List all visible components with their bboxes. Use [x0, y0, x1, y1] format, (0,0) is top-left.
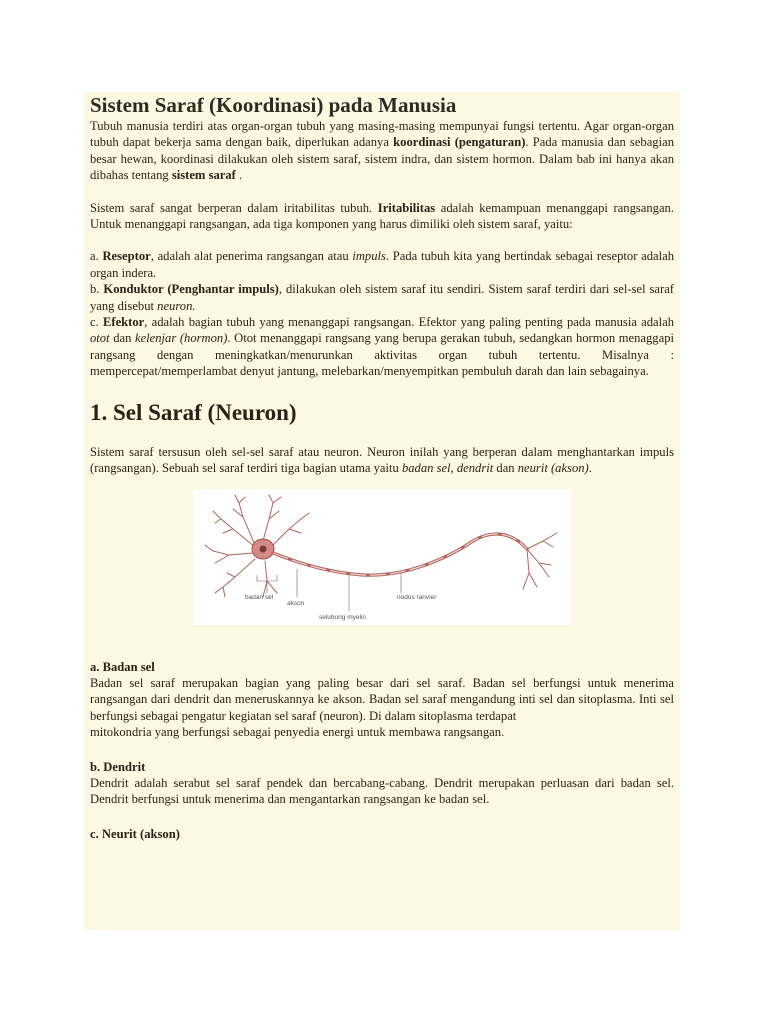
para-text: , dilakukan oleh sistem saraf itu sendiri. Sistem saraf terdiri dari sel-sel saraf yang disebut [90, 282, 675, 313]
intro-bold-koordinasi: koordinasi (pengaturan) [393, 135, 526, 150]
axon [273, 534, 527, 575]
para-text: , adalah bagian tubuh yang menanggapi rangsangan. Efektor yang paling penting pada manusia adalah [144, 315, 674, 330]
para-text: dan [109, 331, 135, 346]
nucleus [260, 545, 267, 552]
intro-text: . [235, 168, 243, 183]
para-text: , adalah alat penerima rangsangan atau [150, 249, 353, 264]
italic-impuls: impuls [352, 249, 386, 264]
list-prefix: c. [90, 315, 103, 330]
italic-otot: otot [90, 331, 110, 346]
label-akson: akson [287, 599, 305, 607]
label-badan-sel: badan sel [245, 593, 274, 601]
dendrit-paragraph: Dendrit adalah serabut sel saraf pendek dan bercabang-cabang. Dendrit merupakan perluasan dari badan sel. Dendrit berfungsi untuk menerima dan mengantarkan rangsangan ke badan sel. [90, 775, 674, 807]
myelin-sheath [273, 534, 527, 575]
list-prefix: a. [90, 249, 103, 264]
para-text: . Pada tubuh kita yang bertindak sebagai reseptor adalah organ indera. [90, 249, 674, 280]
italic-kelenjar: kelenjar (hormon) [134, 331, 228, 346]
intro-text: . Pada manusia dan sebagian besar hewan, koordinasi dilakukan oleh sistem saraf, sistem indra, dan sistem hormon. Dalam bab ini hanya akan dibahas tentang [90, 135, 674, 183]
para-text: Sistem saraf tersusun oleh sel-sel saraf atau neuron. Neuron inilah yang berperan dalam menghantarkan impuls (rangsangan). Sebuah sel saraf terdiri tiga bagian utama yaitu [90, 444, 674, 476]
bold-konduktor: Konduktor (Penghantar impuls) [103, 282, 279, 297]
neuron-figure [193, 489, 571, 625]
page-title: Sistem Saraf (Koordinasi) pada Manusia [90, 93, 457, 117]
italic-neurit: neurit (akson) [517, 461, 589, 476]
intro-paragraph [90, 118, 674, 184]
component-reseptor [90, 248, 674, 281]
subsection-title-badan-sel: a. Badan sel [90, 659, 155, 674]
iritabilitas-paragraph [90, 200, 674, 233]
subsection-title-neurit: c. Neurit (akson) [90, 826, 180, 841]
para-text: . [588, 461, 592, 476]
component-efektor [90, 314, 674, 380]
para-text: Sistem saraf sangat berperan dalam iritabilitas tubuh. [90, 200, 378, 215]
intro-text: Tubuh manusia terdiri atas organ-organ tubuh yang masing-masing mempunyai fungsi tertentu. Agar organ-organ tubuh dapat bekerja sama dengan baik, diperlukan adanya [90, 119, 674, 150]
bold-reseptor: Reseptor [102, 249, 151, 264]
component-konduktor [90, 281, 674, 314]
axon-terminals [523, 533, 557, 589]
label-nodus-ranvier: nodus ranvier [397, 593, 437, 601]
bold-iritabilitas: Iritabilitas [377, 200, 436, 215]
badan-sel-paragraph-2: mitokondria yang berfungsi sebagai penyedia energi untuk membawa rangsangan. [90, 725, 505, 740]
section-title-neuron: 1. Sel Saraf (Neuron) [90, 399, 297, 425]
subsection-title-dendrit: b. Dendrit [90, 759, 146, 774]
para-text: adalah kemampuan menanggapi rangsangan. Untuk menanggapi rangsangan, ada tiga komponen yang harus dimiliki oleh sistem saraf, yaitu: [90, 200, 674, 232]
italic-badan-sel-dendrit: badan sel, dendrit [401, 461, 494, 476]
intro-bold-sistem-saraf: sistem saraf [171, 168, 236, 183]
neuron-diagram [193, 489, 571, 625]
italic-neuron: neuron. [157, 298, 196, 313]
bold-efektor: Efektor [102, 315, 145, 330]
para-text: dan [493, 461, 518, 476]
para-text: . Otot menanggapi rangsang yang berupa gerakan tubuh, sedangkan hormon menaggapi rangsang dengan meningkatkan/menurunkan aktivitas organ tubuh tertentu. Misalnya : mempercepat/memperlambat denyut jantung, melebarkan/menyempitkan pembuluh darah dan lain sebagainya. [90, 331, 674, 379]
neuron-paragraph [90, 444, 674, 477]
label-selubung-myelin: selubung myelin [319, 613, 366, 621]
badan-sel-paragraph: Badan sel saraf merupakan bagian yang paling besar dari sel saraf. Badan sel berfungsi untuk menerima rangsangan dari dendrit dan meneruskannya ke akson. Badan sel saraf mengandung inti sel dan sitoplasma. Inti sel berfungsi sebagai pengatur kegiatan sel saraf (neuron). Di dalam sitoplasma terdapat [90, 675, 674, 723]
list-prefix: b. [90, 282, 104, 297]
document-page [84, 92, 680, 930]
